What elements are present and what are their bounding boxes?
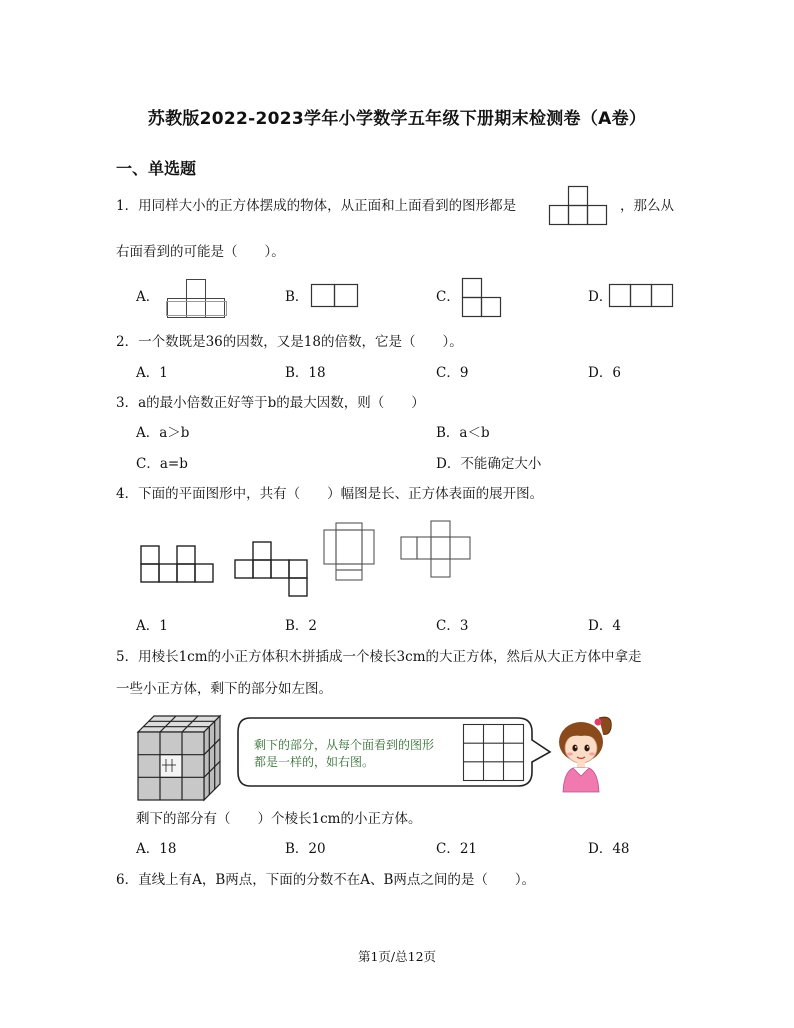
question-1-text-line2: 右面看到的可能是（ ）。 bbox=[116, 244, 285, 260]
q1-option-b[interactable]: B． bbox=[285, 289, 309, 305]
question-5-text-line2: 一些小正方体，剩下的部分如左图。 bbox=[116, 681, 332, 697]
q5-option-a[interactable]: A．18 bbox=[136, 841, 177, 857]
q1-option-c-figure bbox=[462, 278, 502, 318]
q3-option-a[interactable]: A．a＞b bbox=[136, 425, 190, 441]
question-1-text: 1．用同样大小的正方体摆成的物体，从正面和上面看到的图形都是 bbox=[116, 198, 517, 214]
question-1-text-cont: ，那么从 bbox=[620, 198, 674, 214]
q4-net-figure-4 bbox=[400, 520, 476, 582]
q5-option-d[interactable]: D．48 bbox=[588, 841, 630, 857]
bubble-text-line2: 都是一样的，如右图。 bbox=[254, 755, 375, 769]
question-6-text: 6．直线上有A，B两点，下面的分数不在A、B两点之间的是（ ）。 bbox=[116, 872, 536, 888]
bubble-text-line1: 剩下的部分，从每个面看到的图形 bbox=[254, 738, 435, 752]
q2-option-b[interactable]: B．18 bbox=[285, 365, 326, 381]
q5-view-grid-figure bbox=[463, 724, 525, 782]
q1-option-d-figure bbox=[609, 284, 675, 308]
q4-option-d[interactable]: D．4 bbox=[588, 618, 621, 634]
q4-option-a[interactable]: A．1 bbox=[136, 618, 168, 634]
q1-option-a[interactable]: A． bbox=[136, 289, 160, 305]
q4-option-b[interactable]: B．2 bbox=[285, 618, 318, 634]
q1-option-d[interactable]: D． bbox=[588, 289, 613, 305]
q5-cube-figure bbox=[136, 714, 226, 804]
girl-illustration bbox=[551, 712, 623, 794]
q4-option-c[interactable]: C．3 bbox=[436, 618, 469, 634]
q1-option-c[interactable]: C． bbox=[436, 289, 460, 305]
question-4-text: 4．下面的平面图形中，共有（ ）幅图是长、正方体表面的展开图。 bbox=[116, 486, 544, 502]
q3-option-b[interactable]: B．a＜b bbox=[436, 425, 490, 441]
question-5-text-line1: 5．用棱长1cm的小正方体积木拼插成一个棱长3cm的大正方体，然后从大正方体中拿走 bbox=[116, 649, 642, 665]
page-title: 苏教版2022-2023学年小学数学五年级下册期末检测卷（A卷） bbox=[147, 109, 647, 129]
q3-option-d[interactable]: D．不能确定大小 bbox=[436, 456, 542, 472]
q1-option-a-figure bbox=[166, 279, 228, 319]
question-5-prompt: 剩下的部分有（ ）个棱长1cm的小正方体。 bbox=[136, 811, 422, 827]
q4-net-figure-1 bbox=[140, 542, 216, 584]
q3-option-c[interactable]: C．a=b bbox=[136, 456, 188, 472]
q2-option-c[interactable]: C．9 bbox=[436, 365, 469, 381]
section-heading: 一、单选题 bbox=[116, 159, 197, 178]
q1-given-view-figure bbox=[549, 186, 607, 226]
q5-option-b[interactable]: B．20 bbox=[285, 841, 326, 857]
q1-option-b-figure bbox=[311, 284, 359, 308]
q5-option-c[interactable]: C．21 bbox=[436, 841, 478, 857]
q4-net-figure-3 bbox=[322, 522, 378, 584]
q2-option-a[interactable]: A．1 bbox=[136, 365, 168, 381]
q2-option-d[interactable]: D．6 bbox=[588, 365, 621, 381]
question-3-text: 3．a的最小倍数正好等于b的最大因数，则（ ） bbox=[116, 395, 425, 411]
page-footer: 第1页/总12页 bbox=[357, 949, 437, 964]
q4-net-figure-2 bbox=[234, 540, 310, 602]
question-2-text: 2．一个数既是36的因数，又是18的倍数，它是（ ）。 bbox=[116, 334, 463, 350]
